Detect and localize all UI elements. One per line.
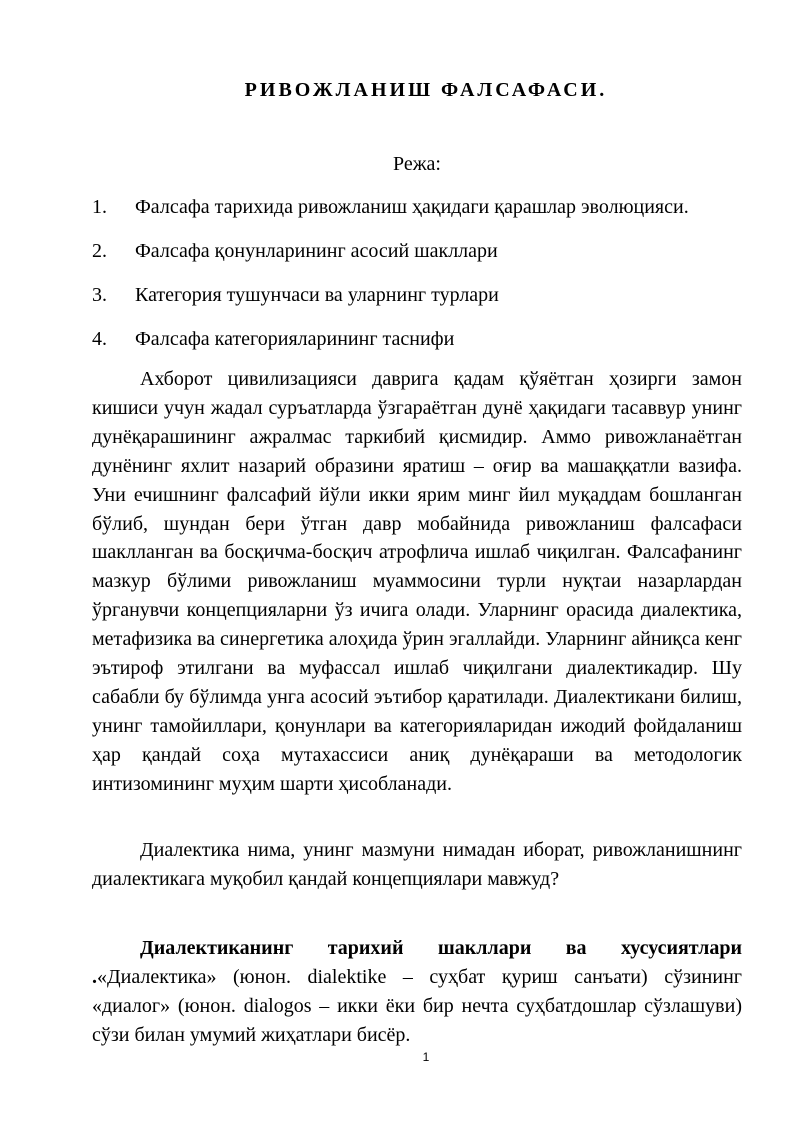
plan-list: [92, 193, 752, 369]
plan-item-number: 1.: [92, 196, 107, 218]
plan-item: [92, 237, 752, 281]
body-paragraph-intro: Ахборот цивилизацияси даврига қадам қўяётган ҳозирги замон кишиси учун жадал суръатларда ўзгараётган дунё ҳақидаги тасаввур унинг дунёқарашининг ажралмас таркибий қисмидир. Аммо ривожланаётган дунёнинг яхлит назарий образини яратиш – оғир ва машаққатли вазифа. Уни ечишнинг фалсафий йўли икки ярим минг йил муқаддам бошланган бўлиб, шундан бери ўтган давр мобайнида ривожланиш фалсафаси шаклланган ва босқичма-босқич атрофлича ишлаб чиқилган. Фалсафанинг мазкур бўлими ривожланиш муаммосини турли нуқтаи назарлардан ўрганувчи концепцияларни ўз ичига олади. Уларнинг орасида диалектика, метафизика ва синергетика алоҳида ўрин эгаллайди. Уларнинг айниқса кенг эътироф этилгани ва муфассал ишлаб чиқилгани диалектикадир. Шу сабабли бу бўлимда унга асосий эътибор қаратилади. Диалектикани билиш, унинг тамойиллари, қонунлари ва категорияларидан ижодий фойдаланиш ҳар қандай соҳа мутахассиси аниқ дунёқараши ва методологик интизомининг муҳим шарти ҳисобланади.: [92, 368, 742, 795]
plan-heading: Режа:: [393, 153, 441, 175]
plan-item: [92, 325, 752, 369]
plan-item-number: 4.: [92, 328, 107, 350]
plan-item-number: 2.: [92, 240, 107, 262]
body-paragraph-question: Диалектика нима, унинг мазмуни нимадан иборат, ривожланишнинг диалектикага муқобил қандай концепциялари мавжуд?: [92, 839, 742, 890]
plan-item-text: Фалсафа қонунларининг асосий шакллари: [135, 240, 498, 262]
plan-item-number: 3.: [92, 284, 107, 306]
section-body-text: «Диалектика» (юнон. dialektike – суҳбат қуриш санъати) сўзининг «диалог» (юнон. dialogos – икки ёки бир нечта суҳбатдошлар сўзлашуви) сўзи билан умумий жиҳатлари бисёр.: [92, 965, 742, 1046]
body-paragraph-dialectics-history: [92, 934, 742, 1050]
page-number: 1: [422, 1050, 430, 1064]
plan-item: [92, 193, 752, 237]
section-heading-inline: Диалектиканинг тарихий шакллари ва хусусиятлари .: [92, 937, 742, 988]
plan-item-text: Фалсафа тарихида ривожланиш ҳақидаги қарашлар эволюцияси.: [135, 196, 689, 218]
plan-item: [92, 281, 752, 325]
document-title: РИВОЖЛАНИШ ФАЛСАФАСИ.: [244, 79, 608, 101]
plan-item-text: Фалсафа категорияларининг таснифи: [135, 328, 455, 350]
plan-item-text: Категория тушунчаси ва уларнинг турлари: [135, 284, 499, 306]
